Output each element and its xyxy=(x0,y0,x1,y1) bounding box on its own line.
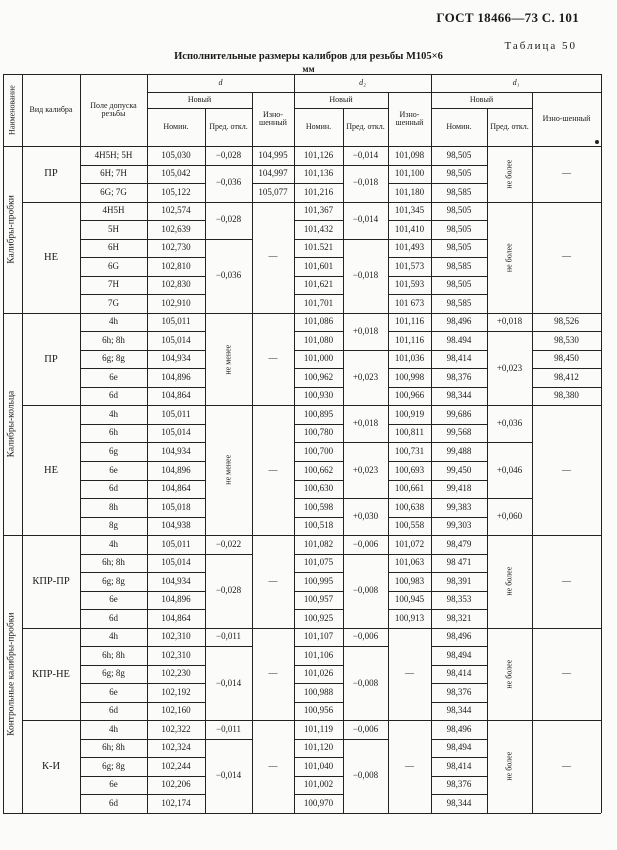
d2d-value: +0,030 xyxy=(352,510,379,521)
rule-v xyxy=(601,74,602,813)
d2w-value: 100,966 xyxy=(394,390,425,401)
d2-nominal: 100,956 xyxy=(303,705,334,716)
d2-nominal: 101.521 xyxy=(303,242,334,253)
d-nominal: 105,030 xyxy=(161,149,191,160)
d1-nominal: 99,303 xyxy=(446,520,472,531)
header-d1: d₁ xyxy=(512,77,520,87)
kind-label: НЕ xyxy=(44,464,58,476)
group-label: Контрольные калибры-пробки xyxy=(6,612,17,736)
rule-h xyxy=(3,74,601,75)
d1d-value: +0,023 xyxy=(496,362,523,373)
tolerance-field: 6е xyxy=(109,779,118,790)
d2-nominal: 101,075 xyxy=(303,557,334,568)
d1-nominal: 98,414 xyxy=(446,353,472,364)
d2w-value: 101,593 xyxy=(394,279,425,290)
d1-nominal: 98,505 xyxy=(446,168,472,179)
tolerance-field: 5Н xyxy=(108,223,119,234)
d2-nominal: 100,930 xyxy=(303,390,334,401)
d-nominal: 102,206 xyxy=(161,779,191,790)
page-header: ГОСТ 18466—73 С. 101 xyxy=(436,10,579,25)
d-nominal: 102,160 xyxy=(161,705,191,716)
d1-nominal: 98,376 xyxy=(446,686,472,697)
d1-nominal: 98 471 xyxy=(446,557,472,568)
d2d-value: +0,023 xyxy=(352,464,379,475)
tolerance-field: 6d xyxy=(109,612,118,623)
d-nominal: 104,864 xyxy=(161,390,191,401)
tolerance-field: 6g xyxy=(109,445,118,456)
d1w-value: — xyxy=(562,464,571,475)
d-nominal: 102,639 xyxy=(161,223,191,234)
d1-nominal: 98,344 xyxy=(446,390,472,401)
d1d-value: не более xyxy=(504,566,514,596)
tolerance-field: 8g xyxy=(109,520,118,531)
d-nominal: 102,830 xyxy=(161,279,191,290)
d-nominal: 105,011 xyxy=(161,408,191,419)
d2w-value: 100,731 xyxy=(394,445,425,456)
d1w-value: 98,450 xyxy=(554,353,579,364)
d1-nominal: 98,494 xyxy=(446,649,472,660)
d1d-value: не более xyxy=(504,752,514,782)
d2d-value: −0,008 xyxy=(352,584,379,595)
d2-nominal: 100,780 xyxy=(303,427,334,438)
d-nominal: 105,042 xyxy=(161,168,191,179)
d1-nominal: 98,414 xyxy=(446,668,472,679)
d2w-value: 101,345 xyxy=(394,205,425,216)
d2-nominal: 101,367 xyxy=(303,205,334,216)
d-nominal: 102,310 xyxy=(161,631,191,642)
d2d-value: −0,018 xyxy=(352,177,379,188)
d-nominal: 104,934 xyxy=(161,575,191,586)
d2-nominal: 100,995 xyxy=(303,575,334,586)
d-nominal: 104,896 xyxy=(161,594,191,605)
rule-h xyxy=(431,108,532,109)
tolerance-field: 7G xyxy=(108,297,119,308)
header-nominal: Номин. xyxy=(163,121,189,131)
d-nominal: 102,192 xyxy=(161,686,191,697)
d2w-value: 100,693 xyxy=(394,464,425,475)
rule-h xyxy=(294,108,388,109)
header-worn: Изно-шенный xyxy=(395,109,424,127)
d-nominal: 104,896 xyxy=(161,464,191,475)
d1d-value: не более xyxy=(504,159,514,189)
header-deviation: Пред. откл. xyxy=(209,121,248,131)
dw-value: — xyxy=(268,353,278,364)
tolerance-field: 6е xyxy=(109,464,118,475)
d1-nominal: 98.494 xyxy=(446,334,472,345)
dd-value: −0,011 xyxy=(216,723,241,734)
group-label: Калибры-пробки xyxy=(6,195,17,264)
tolerance-field: 6h xyxy=(109,427,118,438)
d2-nominal: 100,957 xyxy=(303,594,334,605)
d2-nominal: 101,080 xyxy=(303,334,334,345)
dd-value: −0,028 xyxy=(215,149,242,160)
d2w-value: — xyxy=(405,668,414,679)
d2-nominal: 101,601 xyxy=(303,260,334,271)
tolerance-field: 6Н xyxy=(108,242,119,253)
d2w-value: 101,573 xyxy=(394,260,425,271)
rule-h xyxy=(147,108,252,109)
d2w-value: 101,116 xyxy=(395,334,424,345)
tolerance-table xyxy=(3,74,601,813)
dw-value: — xyxy=(268,251,278,262)
d2w-value: 101,180 xyxy=(394,186,425,197)
d2w-value: 101,072 xyxy=(394,538,425,549)
dw-value: — xyxy=(268,668,278,679)
d1-nominal: 98,585 xyxy=(446,297,472,308)
d1w-value: 98,526 xyxy=(554,316,579,327)
kind-label: ПР xyxy=(44,168,58,180)
d1-nominal: 99,383 xyxy=(446,501,472,512)
dd-value: не менее xyxy=(223,455,233,486)
d-nominal: 105,014 xyxy=(161,334,191,345)
header-kind: Вид калибра xyxy=(29,104,73,114)
d1w-value: — xyxy=(562,168,571,179)
header-deviation: Пред. откл. xyxy=(490,121,529,131)
d1d-value: +0,036 xyxy=(496,418,523,429)
header-name: Наименование xyxy=(7,85,17,135)
d2-nominal: 101,621 xyxy=(303,279,334,290)
tolerance-field: 6d xyxy=(109,798,118,808)
d1-nominal: 99,488 xyxy=(446,445,472,456)
d-nominal: 102,244 xyxy=(161,760,191,771)
d2-nominal: 101,126 xyxy=(303,149,334,160)
table-number: Таблица 50 xyxy=(504,40,577,52)
d-nominal: 102,310 xyxy=(161,649,191,660)
d2d-value: −0,014 xyxy=(352,214,379,225)
header-d2: d₂ xyxy=(359,77,366,87)
d-nominal: 102,730 xyxy=(161,242,191,253)
d1-nominal: 98,376 xyxy=(446,779,472,790)
d2-nominal: 100,925 xyxy=(303,612,334,623)
tolerance-field: 6g; 8g xyxy=(102,353,125,364)
d-nominal: 105,018 xyxy=(161,501,191,512)
d2d-value: −0,006 xyxy=(352,538,379,549)
d2-nominal: 101,701 xyxy=(303,297,334,308)
dd-value: −0,036 xyxy=(215,269,242,280)
table-title: Исполнительные размеры калибров для резьбы М105×6 xyxy=(174,51,443,62)
rule-h xyxy=(3,813,601,814)
d2-nominal: 100,700 xyxy=(303,445,334,456)
tolerance-field: 4h xyxy=(109,631,118,642)
tolerance-field: 6h; 8h xyxy=(102,557,125,568)
d1-nominal: 98,496 xyxy=(446,631,472,642)
header-nominal: Номин. xyxy=(305,121,332,131)
d1-nominal: 98,391 xyxy=(446,575,472,586)
d-nominal: 104,864 xyxy=(161,612,191,623)
tolerance-field: 6h; 8h xyxy=(102,334,125,345)
d2w-value: 100,919 xyxy=(394,408,425,419)
d2w-value: 101,098 xyxy=(394,149,425,160)
d2-nominal: 100,895 xyxy=(303,408,334,419)
header-tolerance: Поле допуска резьбы xyxy=(90,100,137,118)
d1-nominal: 98,344 xyxy=(446,705,472,716)
d2d-value: −0,006 xyxy=(352,723,379,734)
d2w-value: 100,945 xyxy=(394,594,425,605)
header-new: Новый xyxy=(469,94,494,104)
d1-nominal: 98,496 xyxy=(446,723,472,734)
d2-nominal: 101,000 xyxy=(303,353,334,364)
dd-value: −0,014 xyxy=(215,677,242,688)
header-new: Новый xyxy=(329,94,353,104)
d2-nominal: 101,040 xyxy=(303,760,334,771)
d2-nominal: 100,662 xyxy=(303,464,334,475)
d1d-value: +0,046 xyxy=(496,464,523,475)
d-nominal: 105,011 xyxy=(161,538,191,549)
table-unit: мм xyxy=(302,64,315,74)
tolerance-field: 4Н5Н xyxy=(102,205,125,216)
d1w-value: — xyxy=(562,760,571,771)
d1-nominal: 98,479 xyxy=(446,538,472,549)
dd-value: −0,022 xyxy=(215,538,242,549)
d2-nominal: 101,119 xyxy=(304,723,333,734)
d1d-value: +0,018 xyxy=(496,316,523,327)
d-nominal: 102,324 xyxy=(161,742,191,753)
d1-nominal: 99,568 xyxy=(446,427,472,438)
d1-nominal: 98,505 xyxy=(446,279,472,290)
dd-value: −0,036 xyxy=(215,177,242,188)
d2w-value: 101 673 xyxy=(394,297,425,308)
d1-nominal: 99,450 xyxy=(446,464,472,475)
tolerance-field: 4Н5Н; 5Н xyxy=(94,149,133,160)
d2d-value: −0,008 xyxy=(352,677,379,688)
d-nominal: 104,934 xyxy=(161,353,191,364)
d1w-value: — xyxy=(562,575,571,586)
d2d-value: −0,018 xyxy=(352,269,379,280)
d1w-value: — xyxy=(562,668,571,679)
d2-nominal: 100,962 xyxy=(303,371,334,382)
tolerance-field: 7Н xyxy=(108,279,119,290)
d1w-value: 98,380 xyxy=(554,390,579,401)
d1w-value: 98,412 xyxy=(554,371,579,382)
d2w-value: 101,116 xyxy=(395,316,424,327)
dd-value: −0,028 xyxy=(215,214,242,225)
d1d-value: не более xyxy=(504,242,514,272)
d2d-value: +0,023 xyxy=(352,371,379,382)
kind-label: НЕ xyxy=(44,251,58,263)
tolerance-field: 4h xyxy=(109,408,118,419)
d1-nominal: 98,344 xyxy=(446,798,472,808)
d2w-value: 101,036 xyxy=(394,353,425,364)
d1-nominal: 98,376 xyxy=(446,371,472,382)
d2w-value: 100,558 xyxy=(394,520,425,531)
d-nominal: 102,230 xyxy=(161,668,191,679)
dw-value: — xyxy=(268,575,278,586)
d-nominal: 102,322 xyxy=(161,723,191,734)
d-nominal: 105,122 xyxy=(161,186,191,197)
tolerance-field: 6G; 7G xyxy=(100,186,127,197)
dd-value: −0,028 xyxy=(215,584,242,595)
d2-nominal: 100,988 xyxy=(303,686,334,697)
kind-label: КПР-НЕ xyxy=(32,668,70,680)
d2w-value: 101,493 xyxy=(394,242,425,253)
tolerance-field: 4h xyxy=(109,538,118,549)
d2-nominal: 100,518 xyxy=(303,520,334,531)
d2-nominal: 101,107 xyxy=(303,631,334,642)
d2w-value: 100,913 xyxy=(394,612,425,623)
tolerance-field: 6d xyxy=(109,705,118,716)
dw-value: — xyxy=(268,464,278,475)
d1w-value: 98,530 xyxy=(554,334,579,345)
d-nominal: 105,014 xyxy=(161,557,191,568)
d2-nominal: 101,432 xyxy=(303,223,334,234)
d-nominal: 104,864 xyxy=(161,483,191,494)
kind-label: КПР-ПР xyxy=(32,575,70,587)
d2d-value: −0,006 xyxy=(352,631,379,642)
d1-nominal: 98,353 xyxy=(446,594,472,605)
d2w-value: 100,998 xyxy=(394,371,425,382)
header-new: Новый xyxy=(187,94,212,104)
d2-nominal: 101,120 xyxy=(303,742,334,753)
d2-nominal: 101,106 xyxy=(303,649,334,660)
d1-nominal: 98,321 xyxy=(446,612,472,623)
tolerance-field: 6d xyxy=(109,483,118,494)
d2-nominal: 101,136 xyxy=(303,168,334,179)
tolerance-field: 6G xyxy=(108,260,119,271)
d2-nominal: 101,086 xyxy=(303,316,334,327)
header-worn: Изно-шенный xyxy=(259,109,287,127)
tolerance-field: 6е xyxy=(109,371,118,382)
dw-value: 105,077 xyxy=(258,186,288,197)
d2w-value: 101,410 xyxy=(394,223,425,234)
d-nominal: 104,934 xyxy=(161,445,191,456)
d2w-value: 101,100 xyxy=(394,168,425,179)
tolerance-field: 6g; 8g xyxy=(102,760,125,771)
d-nominal: 102,174 xyxy=(161,798,191,808)
d2-nominal: 100,970 xyxy=(303,798,334,808)
d2d-value: −0,014 xyxy=(352,149,379,160)
d1-nominal: 98,585 xyxy=(446,186,472,197)
d2d-value: −0,008 xyxy=(352,770,379,781)
d-nominal: 102,910 xyxy=(161,297,191,308)
d2w-value: 100,811 xyxy=(395,427,424,438)
tolerance-field: 6h; 8h xyxy=(102,742,125,753)
d1-nominal: 98,585 xyxy=(446,260,472,271)
header-d: d xyxy=(218,77,223,87)
d2d-value: +0,018 xyxy=(352,325,379,336)
d2w-value: 101,063 xyxy=(394,557,425,568)
dw-value: — xyxy=(268,760,278,771)
tolerance-field: 6g; 8g xyxy=(102,575,125,586)
d-nominal: 104,938 xyxy=(161,520,191,531)
tolerance-field: 4h xyxy=(109,316,118,327)
tolerance-field: 4h xyxy=(109,723,118,734)
dd-value: −0,011 xyxy=(216,631,241,642)
d1-nominal: 98,505 xyxy=(446,242,472,253)
header-deviation: Пред. откл. xyxy=(346,121,385,131)
dw-value: 104,997 xyxy=(258,168,288,179)
d-nominal: 104,896 xyxy=(161,371,191,382)
d1-nominal: 98,496 xyxy=(446,316,472,327)
d1-nominal: 98,505 xyxy=(446,223,472,234)
d1-nominal: 98,505 xyxy=(446,205,472,216)
tolerance-field: 6h; 8h xyxy=(102,649,125,660)
tolerance-field: 8h xyxy=(109,501,118,512)
d1-nominal: 99,418 xyxy=(446,483,472,494)
dw-value: 104,995 xyxy=(258,149,288,160)
d2-nominal: 101,216 xyxy=(303,186,334,197)
tolerance-field: 6g; 8g xyxy=(102,668,125,679)
d2w-value: 100,661 xyxy=(394,483,425,494)
d2-nominal: 101,082 xyxy=(303,538,334,549)
d1-nominal: 98,494 xyxy=(446,742,472,753)
d2-nominal: 100,598 xyxy=(303,501,334,512)
kind-label: ПР xyxy=(44,353,58,365)
group-label: Калибры-кольца xyxy=(6,390,17,458)
header-nominal: Номин. xyxy=(446,121,472,131)
d2w-value: 100,983 xyxy=(394,575,425,586)
d1-nominal: 98,414 xyxy=(446,760,472,771)
d2-nominal: 100,630 xyxy=(303,483,334,494)
dd-value: −0,014 xyxy=(215,770,242,781)
d1d-value: +0,060 xyxy=(496,510,523,521)
d-nominal: 105,011 xyxy=(161,316,191,327)
d2d-value: +0,018 xyxy=(352,418,379,429)
kind-label: К-И xyxy=(41,761,61,773)
d1-nominal: 99,686 xyxy=(446,408,472,419)
dd-value: не менее xyxy=(223,344,233,374)
d1w-value: — xyxy=(562,251,571,262)
d1-nominal: 98,505 xyxy=(446,149,472,160)
tolerance-field: 6е xyxy=(109,594,118,605)
d2-nominal: 101,026 xyxy=(303,668,334,679)
d2w-value: — xyxy=(405,760,414,771)
d-nominal: 102,810 xyxy=(161,260,191,271)
header-worn: Изно-шенный xyxy=(542,113,591,123)
tolerance-field: 6Н; 7Н xyxy=(100,168,127,179)
d-nominal: 102,574 xyxy=(161,205,191,216)
d2w-value: 100,638 xyxy=(394,501,425,512)
d2-nominal: 101,002 xyxy=(303,779,334,790)
d-nominal: 105,014 xyxy=(161,427,191,438)
d1d-value: не более xyxy=(504,659,514,689)
tolerance-field: 6d xyxy=(109,390,118,401)
tolerance-field: 6е xyxy=(109,686,118,697)
